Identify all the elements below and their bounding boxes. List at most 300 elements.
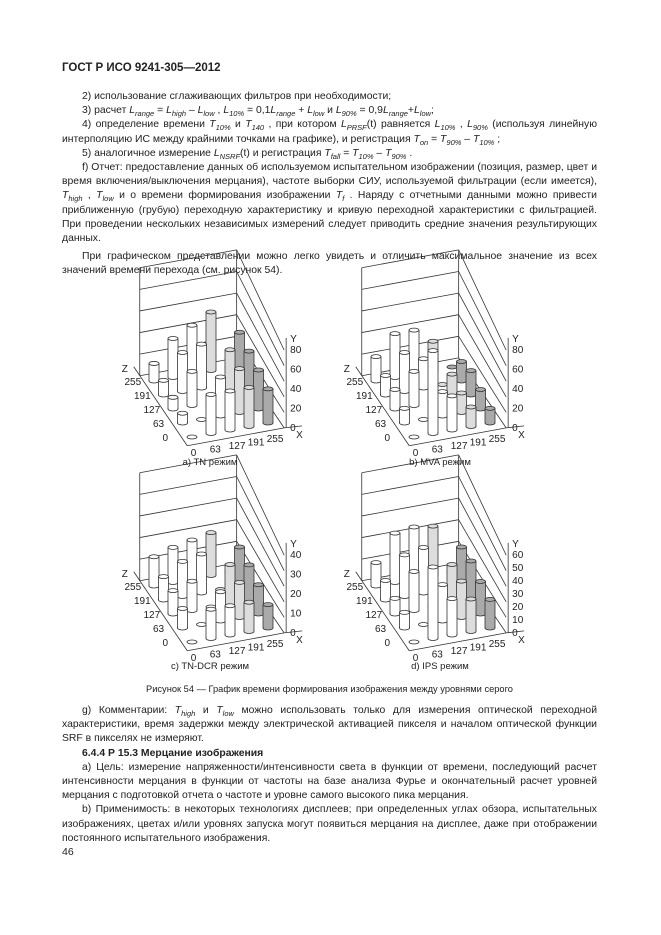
bar-fill — [410, 330, 419, 374]
bar-top — [457, 579, 467, 583]
variable-subscript: on — [419, 137, 429, 147]
math-variable — [245, 119, 265, 133]
z-tick-label: 63 — [375, 418, 387, 430]
variable-symbol: L — [270, 105, 277, 117]
z-tick-label: 191 — [356, 390, 373, 402]
bar-fill — [467, 561, 476, 600]
bar-top — [225, 563, 235, 567]
y-tick-label: 0 — [290, 627, 296, 639]
text-run: g) Комментарии: — [82, 705, 175, 716]
bar-top — [457, 360, 467, 364]
bar-fill — [391, 334, 400, 378]
y-tick-label: 0 — [290, 422, 296, 434]
grid-line — [362, 498, 459, 516]
variable-subscript: high — [171, 109, 187, 119]
bar-top — [390, 332, 400, 336]
bar-top — [206, 393, 216, 397]
bar-fill — [207, 609, 216, 638]
variable-symbol: T — [335, 190, 343, 202]
bar-top — [409, 369, 419, 373]
z-axis-label: Z — [343, 363, 350, 375]
y-tick-label: 40 — [512, 383, 524, 395]
math-variable — [214, 148, 240, 159]
bar-fill — [159, 577, 168, 600]
variable-symbol: L — [223, 105, 230, 117]
x-tick-label: 191 — [469, 437, 487, 449]
variable-symbol: T — [440, 133, 447, 145]
bar-fill — [150, 363, 159, 381]
bar-top — [187, 323, 197, 327]
x-tick-label: 191 — [247, 642, 265, 654]
chart-caption-b: b) MVA режим — [409, 457, 471, 468]
chart-caption-d: d) IPS режим — [411, 661, 469, 672]
chart-tn-dcr — [121, 485, 310, 664]
grid-line — [140, 293, 237, 311]
z-tick-label: 0 — [384, 637, 391, 649]
bar-top — [235, 330, 245, 334]
z-axis-label: Z — [121, 363, 128, 375]
z-tick-label: 127 — [365, 404, 383, 416]
bar-fill — [467, 371, 476, 395]
x-tick-label: 127 — [450, 441, 468, 452]
bar-top — [400, 553, 410, 557]
bar-top — [466, 559, 476, 563]
variable-subscript: high — [181, 709, 196, 719]
variable-symbol: T — [352, 147, 359, 159]
bar-fill — [457, 362, 466, 382]
z-tick-label: 191 — [356, 595, 373, 607]
text-run: . Наряду с отчетными данными можно привести приближенную (грубую) переходную характеристику и кривую переходной характеристики с фильтрацией. При проведении нескольких независимых измерений следует приводить средние значения результирующих данных. — [62, 190, 597, 245]
bar-fill — [178, 353, 187, 392]
bar-top — [390, 596, 400, 600]
y-axis-label: Y — [290, 333, 297, 345]
bar-fill — [400, 555, 409, 597]
bar-fill — [216, 592, 225, 621]
z-tick-label: 255 — [124, 376, 142, 388]
variable-symbol: T — [413, 133, 420, 145]
bar-top — [409, 525, 419, 529]
bar-fill — [169, 591, 178, 614]
grid-line — [362, 293, 459, 311]
bar-fill — [216, 377, 225, 416]
bar-fill — [169, 547, 178, 582]
bar-fill — [254, 370, 263, 409]
bar-top — [476, 388, 486, 392]
bar-top — [149, 555, 159, 559]
variable-symbol: T — [324, 147, 331, 159]
text-run: 4) определение времени — [82, 119, 210, 131]
bar-top — [206, 310, 216, 314]
bar-fill — [410, 371, 419, 405]
variable-symbol: L — [340, 119, 347, 131]
variable-subscript: PRSF — [346, 123, 367, 133]
chart-mva — [343, 280, 532, 459]
math-variable — [223, 105, 245, 119]
grid-line — [459, 272, 507, 366]
text-run: – — [186, 105, 198, 117]
bar-top — [244, 563, 254, 567]
chart-ips — [343, 485, 532, 664]
bar-fill — [178, 609, 187, 629]
text-run: b) Применимость: в некоторых технологиях дисплеев; при определенных углах обзора, испытательных изображениях, цветах и/или уровнях запуска могут появиться мерцания на дисплее, даже при отображении постоянного испытательного изображения. — [62, 804, 597, 844]
bar-fill — [467, 599, 476, 632]
text-run: + — [295, 105, 308, 117]
bar-top — [235, 545, 245, 549]
grid-line — [459, 455, 507, 555]
bar-fill — [188, 581, 197, 610]
math-variable — [352, 148, 373, 159]
bar-fill — [264, 605, 273, 628]
grid-line — [362, 477, 459, 495]
bar-fill — [188, 540, 197, 579]
text-run: ; — [494, 133, 501, 145]
bar-top — [225, 604, 235, 608]
math-variable — [62, 190, 83, 204]
bar-fill — [391, 390, 400, 410]
text-run: (t) равняется — [366, 119, 435, 131]
text-run: и — [324, 105, 336, 117]
text-run: и — [195, 705, 217, 716]
y-tick-label: 60 — [512, 549, 524, 561]
grid-line — [140, 520, 237, 538]
variable-subscript: 90% — [341, 109, 357, 119]
bar-top — [159, 378, 169, 382]
bar-top — [371, 355, 381, 359]
variable-subscript: low — [313, 109, 325, 119]
z-tick-label: 63 — [375, 623, 387, 635]
math-variable — [166, 105, 187, 119]
bar-fill — [486, 599, 495, 628]
variable-subscript: 10% — [358, 151, 374, 161]
bar-fill — [457, 393, 466, 413]
y-tick-label: 40 — [290, 549, 302, 561]
y-tick-label: 40 — [512, 575, 524, 587]
variable-symbol: L — [467, 119, 473, 131]
bar-fill — [438, 585, 447, 621]
variable-symbol: T — [62, 190, 69, 202]
x-tick-label: 255 — [488, 639, 506, 650]
variable-symbol: T — [245, 119, 252, 131]
math-variable — [382, 105, 408, 119]
bar-top — [244, 600, 254, 604]
text-run: – — [373, 147, 386, 159]
variable-subscript: 90% — [391, 151, 407, 161]
section-heading: 6.4.4 Р 15.3 Мерцание изображения — [82, 747, 264, 759]
bar-top — [466, 369, 476, 373]
text-run: f) Отчет: предоставление данных об используемом испытательном изображении (позиция, размер, цвет и время включения/выключения мерцания), частоте выборки СИУ, используемой фильтрации (если имеется), — [62, 162, 597, 188]
text-run: , — [455, 119, 468, 131]
text-run: (t) и регистрация — [240, 147, 325, 159]
bar-top — [168, 545, 178, 549]
variable-subscript: low — [419, 109, 432, 119]
y-tick-label: 20 — [512, 403, 524, 415]
text-run: 2) использование сглаживающих фильтров при необходимости; — [82, 91, 392, 102]
bar-base — [409, 640, 419, 644]
bar-base — [409, 435, 419, 439]
text-run: (используя линейную интерполяцию ИС между крайними точками на графике), и регистрация — [62, 119, 598, 145]
bar-fill — [245, 602, 254, 631]
variable-subscript: low — [222, 709, 234, 719]
math-variable — [216, 705, 234, 719]
y-tick-label: 10 — [290, 608, 302, 620]
y-tick-label: 20 — [290, 588, 302, 600]
y-tick-label: 50 — [512, 562, 524, 574]
x-tick-label: 63 — [431, 649, 443, 661]
y-tick-label: 80 — [290, 344, 302, 356]
math-variable — [440, 134, 461, 145]
y-tick-label: 80 — [512, 344, 524, 356]
text-run: = — [340, 147, 353, 159]
bar-fill — [197, 554, 206, 593]
variable-subscript: range — [135, 109, 155, 119]
bar-top — [457, 545, 467, 549]
bar-top — [244, 349, 254, 353]
y-axis-label: Y — [512, 333, 519, 345]
z-tick-label: 191 — [134, 595, 151, 607]
bar-top — [390, 531, 400, 535]
bar-fill — [429, 567, 438, 639]
text-run: = 0,1 — [244, 105, 271, 117]
bar-fill — [207, 312, 216, 371]
z-tick-label: 255 — [124, 581, 142, 593]
y-tick-label: 20 — [290, 403, 302, 415]
bar-fill — [419, 359, 428, 388]
variable-symbol: L — [197, 105, 204, 117]
y-tick-label: 30 — [290, 569, 302, 581]
top-text-block — [62, 90, 597, 279]
z-tick-label: 127 — [365, 609, 383, 621]
bar-top — [447, 597, 457, 601]
x-tick-label: 191 — [247, 437, 265, 449]
variable-subscript: high — [68, 194, 83, 204]
math-variable — [324, 148, 340, 159]
bar-top — [428, 339, 438, 343]
z-tick-label: 0 — [162, 432, 169, 444]
bar-base — [197, 418, 207, 422]
x-axis-label: X — [296, 634, 303, 646]
x-axis-label: X — [518, 634, 525, 646]
text-run: При графическом представлении можно легко увидеть и отличить максимальное значение из всех значений времени перехода (см. рисунок 54). — [62, 251, 597, 277]
bar-fill — [264, 389, 273, 423]
text-run: , — [214, 105, 224, 117]
variable-symbol: T — [216, 705, 223, 716]
text-run: и — [230, 119, 246, 131]
bar-top — [263, 387, 273, 391]
bar-top — [438, 390, 448, 394]
bar-top — [428, 565, 438, 569]
z-axis-label: Z — [121, 568, 128, 580]
bar-top — [225, 389, 235, 393]
bar-fill — [197, 344, 206, 388]
variable-symbol: L — [307, 105, 314, 117]
paragraph — [62, 761, 597, 804]
bar-fill — [381, 581, 390, 601]
variable-symbol: T — [385, 147, 392, 159]
variable-subscript: 140 — [251, 123, 265, 133]
variable-subscript: 10% — [215, 123, 231, 133]
bar-top — [263, 603, 273, 607]
z-tick-label: 191 — [134, 390, 151, 402]
y-tick-label: 60 — [512, 364, 524, 376]
bar-top — [178, 411, 188, 415]
bar-fill — [226, 391, 235, 430]
bar-top — [244, 386, 254, 390]
text-run: ; — [431, 105, 434, 117]
bar-base — [447, 365, 457, 369]
y-tick-label: 20 — [512, 601, 524, 613]
document-header: ГОСТ Р ИСО 9241-305—2012 — [62, 62, 221, 74]
bar-top — [168, 589, 178, 593]
variable-subscript: low — [203, 109, 215, 119]
math-variable — [129, 105, 155, 119]
x-tick-label: 0 — [190, 653, 197, 664]
bar-top — [447, 394, 457, 398]
bar-top — [419, 546, 429, 550]
variable-subscript: 10% — [229, 109, 245, 119]
math-variable — [385, 148, 406, 159]
bar-fill — [391, 533, 400, 582]
bar-top — [466, 597, 476, 601]
variable-subscript: NSRF — [219, 151, 241, 161]
math-variable — [467, 119, 488, 133]
bar-base — [419, 623, 429, 627]
bar-top — [409, 328, 419, 332]
math-variable — [209, 119, 231, 133]
x-tick-label: 255 — [266, 639, 284, 650]
bar-base — [187, 435, 197, 439]
bar-top — [178, 351, 188, 355]
bar-top — [400, 610, 410, 614]
variable-symbol: L — [335, 105, 342, 117]
bar-fill — [226, 606, 235, 635]
x-tick-label: 0 — [190, 448, 197, 459]
paragraph — [62, 104, 597, 118]
x-tick-label: 0 — [412, 653, 419, 664]
bar-top — [235, 580, 245, 584]
paragraph — [62, 704, 597, 747]
variable-symbol: L — [129, 105, 136, 117]
variable-symbol: T — [174, 705, 182, 716]
math-variable — [414, 134, 429, 145]
math-variable — [174, 705, 196, 719]
grid-line — [140, 477, 237, 495]
variable-symbol: L — [434, 119, 441, 131]
z-tick-label: 0 — [162, 637, 169, 649]
bar-fill — [438, 392, 447, 416]
bar-top — [254, 583, 264, 587]
z-tick-label: 127 — [143, 609, 161, 621]
bar-fill — [419, 548, 428, 594]
paragraph — [62, 250, 597, 278]
bar-top — [438, 583, 448, 587]
variable-symbol: T — [209, 119, 216, 131]
bar-top — [447, 372, 457, 376]
variable-subscript: 10% — [479, 137, 495, 147]
math-variable — [335, 105, 357, 119]
z-tick-label: 63 — [153, 623, 165, 635]
x-tick-label: 255 — [488, 434, 506, 445]
bar-top — [187, 369, 197, 373]
x-tick-label: 127 — [450, 646, 468, 657]
math-variable — [434, 119, 456, 133]
paragraph — [62, 147, 597, 161]
bar-fill — [254, 585, 263, 614]
math-variable — [197, 105, 215, 119]
y-tick-label: 10 — [512, 614, 524, 626]
bar-top — [178, 607, 188, 611]
variable-subscript: range — [388, 109, 408, 119]
paragraph — [62, 161, 597, 246]
y-tick-label: 0 — [512, 627, 518, 639]
bar-fill — [457, 581, 466, 617]
bar-top — [197, 342, 207, 346]
bar-fill — [476, 582, 485, 615]
math-variable — [473, 134, 494, 145]
bar-fill — [410, 572, 419, 611]
bar-fill — [245, 388, 254, 427]
bottom-text-block — [62, 704, 597, 846]
variable-subscript: low — [102, 194, 114, 204]
math-variable — [414, 105, 432, 119]
x-axis-label: X — [518, 429, 525, 441]
bar-top — [216, 375, 226, 379]
variable-subscript: 90% — [446, 137, 462, 147]
bar-top — [168, 337, 178, 341]
bar-top — [447, 563, 457, 567]
bar-fill — [476, 390, 485, 410]
text-run: = — [428, 133, 441, 145]
y-tick-label: 30 — [512, 588, 524, 600]
grid-line — [140, 498, 237, 516]
bar-fill — [188, 371, 197, 405]
bar-top — [390, 388, 400, 392]
text-run: можно использовать только для измерения оптической переходной характеристики, время задержки между электрической активацией пикселя и началом оптической функции SRF в пикселях не измеряют. — [62, 705, 598, 745]
z-tick-label: 127 — [143, 404, 161, 416]
bar-top — [216, 590, 226, 594]
paragraph — [62, 90, 597, 104]
text-run: a) Цель: измерение напряженности/интенсивности света в функции от времени, последующий расчет интенсивности мерцания в функции от частоты на базе анализа Фурье и окончательный расчет уровней мерцания с подготовкой отчета о частоте и уровне самого высокого пика мерцания. — [62, 761, 597, 802]
bar-fill — [150, 557, 159, 586]
figure-caption: Рисунок 54 — График времени формирования изображения между уровнями серого — [146, 684, 513, 694]
math-variable — [340, 119, 367, 133]
math-variable — [307, 105, 325, 119]
bar-top — [206, 531, 216, 535]
bar-fill — [448, 599, 457, 635]
bar-top — [178, 559, 188, 563]
y-axis-label: Y — [512, 538, 519, 550]
text-run: – — [461, 133, 473, 145]
bar-fill — [207, 395, 216, 434]
x-tick-label: 63 — [209, 444, 221, 456]
z-tick-label: 0 — [384, 432, 391, 444]
text-run: + — [407, 105, 414, 117]
chart-tn — [121, 280, 310, 459]
bar-fill — [467, 407, 476, 427]
variable-subscript: fall — [330, 151, 341, 161]
bar-fill — [235, 369, 244, 413]
bar-base — [419, 418, 429, 422]
y-axis-label: Y — [290, 538, 297, 550]
bar-top — [187, 579, 197, 583]
bar-top — [476, 580, 486, 584]
bar-fill — [381, 376, 390, 396]
bar-fill — [235, 582, 244, 617]
bar-top — [381, 579, 391, 583]
bar-top — [457, 391, 467, 395]
bar-top — [235, 367, 245, 371]
bar-top — [400, 406, 410, 410]
x-tick-label: 63 — [431, 444, 443, 456]
